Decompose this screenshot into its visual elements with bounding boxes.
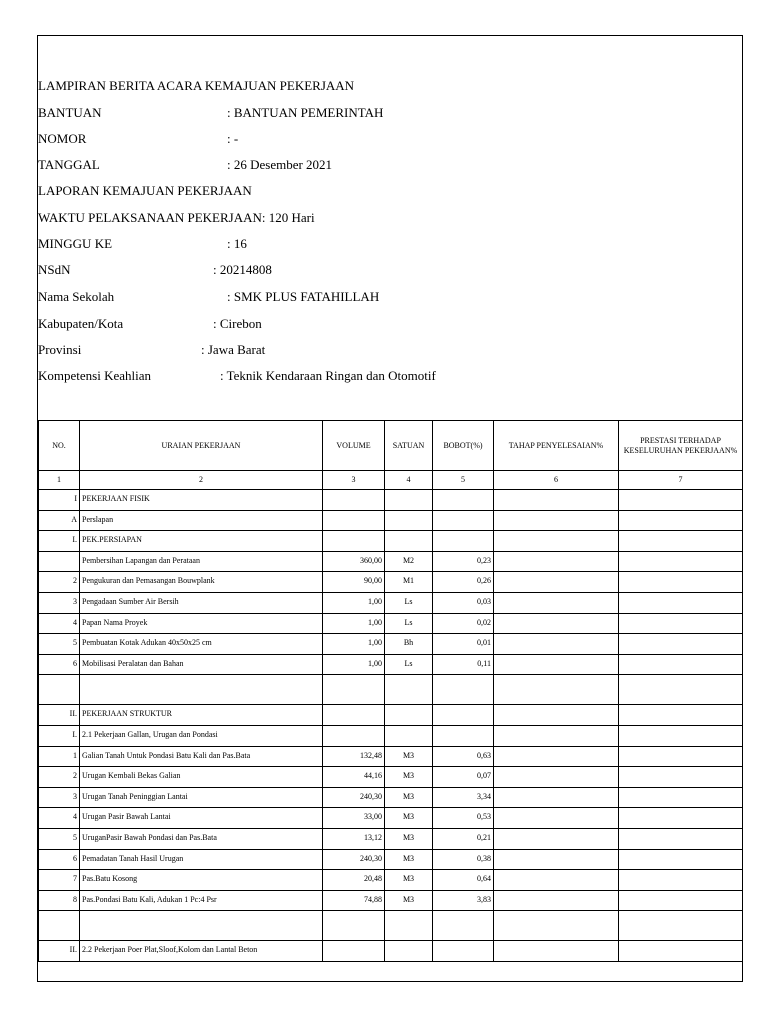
row-tahap	[494, 725, 619, 746]
row-volume	[323, 705, 385, 726]
row-number: 8	[39, 890, 80, 911]
row-bobot: 0,03	[433, 592, 494, 613]
row-volume: 20,48	[323, 870, 385, 891]
progress-table	[38, 420, 743, 962]
row-satuan: Ls	[385, 592, 433, 613]
col-number: 4	[385, 471, 433, 490]
row-prestasi	[619, 870, 743, 891]
row-prestasi	[619, 490, 743, 511]
row-bobot: 0,63	[433, 746, 494, 767]
row-bobot: 0,11	[433, 654, 494, 675]
row-satuan: M3	[385, 870, 433, 891]
row-satuan: M3	[385, 746, 433, 767]
row-bobot	[433, 510, 494, 531]
row-description: Perslapan	[80, 510, 323, 531]
row-satuan: M3	[385, 890, 433, 911]
column-number-row	[39, 471, 743, 490]
table-row	[39, 828, 743, 849]
laporan-title: LAPORAN KEMAJUAN PEKERJAAN	[38, 183, 252, 198]
row-description: Pas.Batu Kosong	[80, 870, 323, 891]
sekolah-value: : SMK PLUS FATAHILLAH	[227, 289, 380, 304]
kabupaten-value: : Cirebon	[213, 316, 262, 331]
col-header-tahap: TAHAP PENYELESAIAN%	[494, 421, 619, 471]
row-satuan	[385, 705, 433, 726]
table-row	[39, 849, 743, 870]
table-row	[39, 592, 743, 613]
table-row	[39, 634, 743, 655]
row-tahap	[494, 490, 619, 511]
provinsi-value: : Jawa Barat	[201, 342, 266, 357]
row-tahap	[494, 705, 619, 726]
table-row	[39, 675, 743, 705]
row-bobot: 0,38	[433, 849, 494, 870]
row-prestasi	[619, 849, 743, 870]
row-prestasi	[619, 787, 743, 808]
row-satuan	[385, 941, 433, 962]
row-volume	[323, 911, 385, 941]
row-tahap	[494, 849, 619, 870]
col-number: 7	[619, 471, 743, 490]
row-bobot	[433, 531, 494, 552]
row-prestasi	[619, 572, 743, 593]
row-satuan: Ls	[385, 613, 433, 634]
row-volume	[323, 510, 385, 531]
row-tahap	[494, 531, 619, 552]
row-satuan	[385, 510, 433, 531]
row-number	[39, 675, 80, 705]
col-header-volume: VOLUME	[323, 421, 385, 471]
row-tahap	[494, 510, 619, 531]
row-description	[80, 911, 323, 941]
row-tahap	[494, 634, 619, 655]
row-tahap	[494, 592, 619, 613]
row-satuan: M2	[385, 551, 433, 572]
row-bobot: 0,21	[433, 828, 494, 849]
table-row	[39, 490, 743, 511]
row-satuan: Ls	[385, 654, 433, 675]
col-number: 1	[39, 471, 80, 490]
row-number: 6	[39, 849, 80, 870]
row-bobot	[433, 911, 494, 941]
row-volume: 1,00	[323, 592, 385, 613]
row-volume	[323, 725, 385, 746]
bantuan-label: BANTUAN	[38, 105, 102, 120]
row-tahap	[494, 941, 619, 962]
table-header-row	[39, 421, 743, 471]
table-row	[39, 572, 743, 593]
col-number: 6	[494, 471, 619, 490]
row-description: Urugan Tanah Peninggian Lantai	[80, 787, 323, 808]
row-bobot: 0,64	[433, 870, 494, 891]
nsdn-value: : 20214808	[213, 262, 272, 277]
row-description: PEK.PERSIAPAN	[80, 531, 323, 552]
row-description: 2.1 Pekerjaan Gallan, Urugan dan Pondasi	[80, 725, 323, 746]
row-bobot: 0,07	[433, 767, 494, 788]
row-prestasi	[619, 551, 743, 572]
row-tahap	[494, 746, 619, 767]
row-description: UruganPasir Bawah Pondasi dan Pas.Bata	[80, 828, 323, 849]
row-bobot: 0,23	[433, 551, 494, 572]
kabupaten-label: Kabupaten/Kota	[38, 316, 124, 331]
row-tahap	[494, 870, 619, 891]
row-number: I.	[39, 531, 80, 552]
row-bobot	[433, 725, 494, 746]
row-satuan: M3	[385, 828, 433, 849]
row-prestasi	[619, 911, 743, 941]
table-row	[39, 787, 743, 808]
col-header-uraian: URAIAN PEKERJAAN	[80, 421, 323, 471]
row-number: I	[39, 490, 80, 511]
col-header-satuan: SATUAN	[385, 421, 433, 471]
sekolah-label: Nama Sekolah	[38, 289, 115, 304]
row-bobot	[433, 941, 494, 962]
row-satuan: M3	[385, 849, 433, 870]
row-satuan: Bh	[385, 634, 433, 655]
row-prestasi	[619, 510, 743, 531]
row-description: Urugan Pasir Bawah Lantai	[80, 808, 323, 829]
row-number: 7	[39, 870, 80, 891]
row-satuan: M3	[385, 787, 433, 808]
row-volume	[323, 490, 385, 511]
row-satuan: M3	[385, 808, 433, 829]
table-row	[39, 746, 743, 767]
row-bobot	[433, 705, 494, 726]
row-volume: 44,16	[323, 767, 385, 788]
row-satuan	[385, 725, 433, 746]
row-description: Pembersihan Lapangan dan Perataan	[80, 551, 323, 572]
table-row	[39, 725, 743, 746]
row-number: 2	[39, 767, 80, 788]
row-bobot	[433, 675, 494, 705]
row-number: I.	[39, 725, 80, 746]
tanggal-label: TANGGAL	[38, 157, 100, 172]
row-prestasi	[619, 613, 743, 634]
row-satuan: M1	[385, 572, 433, 593]
row-volume: 33,00	[323, 808, 385, 829]
row-bobot: 0,01	[433, 634, 494, 655]
row-prestasi	[619, 705, 743, 726]
row-tahap	[494, 654, 619, 675]
row-prestasi	[619, 725, 743, 746]
row-number: 6	[39, 654, 80, 675]
table-row	[39, 870, 743, 891]
row-number: 5	[39, 634, 80, 655]
row-description: Pas.Pondasi Batu Kali, Adukan 1 Pc:4 Psr	[80, 890, 323, 911]
row-tahap	[494, 808, 619, 829]
row-tahap	[494, 551, 619, 572]
row-prestasi	[619, 654, 743, 675]
row-bobot: 3,34	[433, 787, 494, 808]
row-satuan: M3	[385, 767, 433, 788]
document-sheet	[37, 35, 743, 982]
nsdn-label: NSdN	[38, 262, 71, 277]
bantuan-value: : BANTUAN PEMERINTAH	[227, 105, 384, 120]
minggu-label: MINGGU KE	[38, 236, 113, 251]
row-volume: 13,12	[323, 828, 385, 849]
kompetensi-value: : Teknik Kendaraan Ringan dan Otomotif	[220, 368, 436, 383]
row-volume: 360,00	[323, 551, 385, 572]
row-prestasi	[619, 890, 743, 911]
row-bobot	[433, 490, 494, 511]
row-description: Pengadaan Sumber Air Bersih	[80, 592, 323, 613]
row-bobot: 3,83	[433, 890, 494, 911]
row-satuan	[385, 531, 433, 552]
provinsi-label: Provinsi	[38, 342, 82, 357]
waktu-pelaksanaan: WAKTU PELAKSANAAN PEKERJAAN: 120 Hari	[38, 210, 315, 225]
row-description: Pengukuran dan Pemasangan Bouwplank	[80, 572, 323, 593]
col-header-prestasi: PRESTASI TERHADAP KESELURUHAN PEKERJAAN%	[619, 421, 743, 471]
row-prestasi	[619, 808, 743, 829]
table-row	[39, 767, 743, 788]
row-number: 2	[39, 572, 80, 593]
row-satuan	[385, 490, 433, 511]
row-number	[39, 911, 80, 941]
table-row	[39, 654, 743, 675]
row-prestasi	[619, 767, 743, 788]
row-volume: 74,88	[323, 890, 385, 911]
row-number: 5	[39, 828, 80, 849]
row-number: 4	[39, 613, 80, 634]
col-header-no: NO.	[39, 421, 80, 471]
row-bobot: 0,02	[433, 613, 494, 634]
row-description: Galian Tanah Untuk Pondasi Batu Kali dan Pas.Bata	[80, 746, 323, 767]
col-number: 5	[433, 471, 494, 490]
row-tahap	[494, 890, 619, 911]
row-description: Papan Nama Proyek	[80, 613, 323, 634]
header-title: LAMPIRAN BERITA ACARA KEMAJUAN PEKERJAAN	[38, 78, 355, 93]
row-prestasi	[619, 634, 743, 655]
row-volume	[323, 531, 385, 552]
row-number: 3	[39, 787, 80, 808]
row-number: 1	[39, 746, 80, 767]
row-description: 2.2 Pekerjaan Poer Plat,Sloof,Kolom dan Lantal Beton	[80, 941, 323, 962]
row-bobot: 0,26	[433, 572, 494, 593]
row-prestasi	[619, 941, 743, 962]
row-volume: 90,00	[323, 572, 385, 593]
row-description: PEKERJAAN FISIK	[80, 490, 323, 511]
col-number: 3	[323, 471, 385, 490]
row-volume	[323, 675, 385, 705]
table-row	[39, 911, 743, 941]
table-body	[39, 490, 743, 962]
table-row	[39, 551, 743, 572]
row-volume: 1,00	[323, 654, 385, 675]
row-prestasi	[619, 828, 743, 849]
table-row	[39, 705, 743, 726]
row-volume: 1,00	[323, 634, 385, 655]
table-row	[39, 890, 743, 911]
row-tahap	[494, 767, 619, 788]
row-description: Pembuatan Kotak Adukan 40x50x25 cm	[80, 634, 323, 655]
row-prestasi	[619, 592, 743, 613]
tanggal-value: : 26 Desember 2021	[227, 157, 333, 172]
row-volume: 240,30	[323, 787, 385, 808]
row-satuan	[385, 675, 433, 705]
nomor-label: NOMOR	[38, 131, 87, 146]
row-prestasi	[619, 675, 743, 705]
row-prestasi	[619, 531, 743, 552]
row-description: Pemadatan Tanah Hasil Urugan	[80, 849, 323, 870]
row-prestasi	[619, 746, 743, 767]
col-header-bobot: BOBOT(%)	[433, 421, 494, 471]
row-tahap	[494, 613, 619, 634]
row-number: A	[39, 510, 80, 531]
row-bobot: 0,53	[433, 808, 494, 829]
row-description: PEKERJAAN STRUKTUR	[80, 705, 323, 726]
row-description: Mobilisasi Peralatan dan Bahan	[80, 654, 323, 675]
row-volume: 1,00	[323, 613, 385, 634]
table-row	[39, 510, 743, 531]
row-number: II.	[39, 941, 80, 962]
row-satuan	[385, 911, 433, 941]
row-number: 4	[39, 808, 80, 829]
row-volume: 240,30	[323, 849, 385, 870]
table-row	[39, 808, 743, 829]
row-description: Urugan Kembali Bekas Galian	[80, 767, 323, 788]
row-description	[80, 675, 323, 705]
table-row	[39, 613, 743, 634]
row-tahap	[494, 911, 619, 941]
col-number: 2	[80, 471, 323, 490]
row-tahap	[494, 828, 619, 849]
row-tahap	[494, 787, 619, 808]
kompetensi-label: Kompetensi Keahlian	[38, 368, 151, 383]
row-volume: 132,48	[323, 746, 385, 767]
table-row	[39, 531, 743, 552]
row-volume	[323, 941, 385, 962]
row-tahap	[494, 572, 619, 593]
minggu-value: : 16	[227, 236, 247, 251]
table-row	[39, 941, 743, 962]
row-number: II.	[39, 705, 80, 726]
nomor-value: : -	[227, 131, 239, 146]
row-number	[39, 551, 80, 572]
row-tahap	[494, 675, 619, 705]
row-number: 3	[39, 592, 80, 613]
